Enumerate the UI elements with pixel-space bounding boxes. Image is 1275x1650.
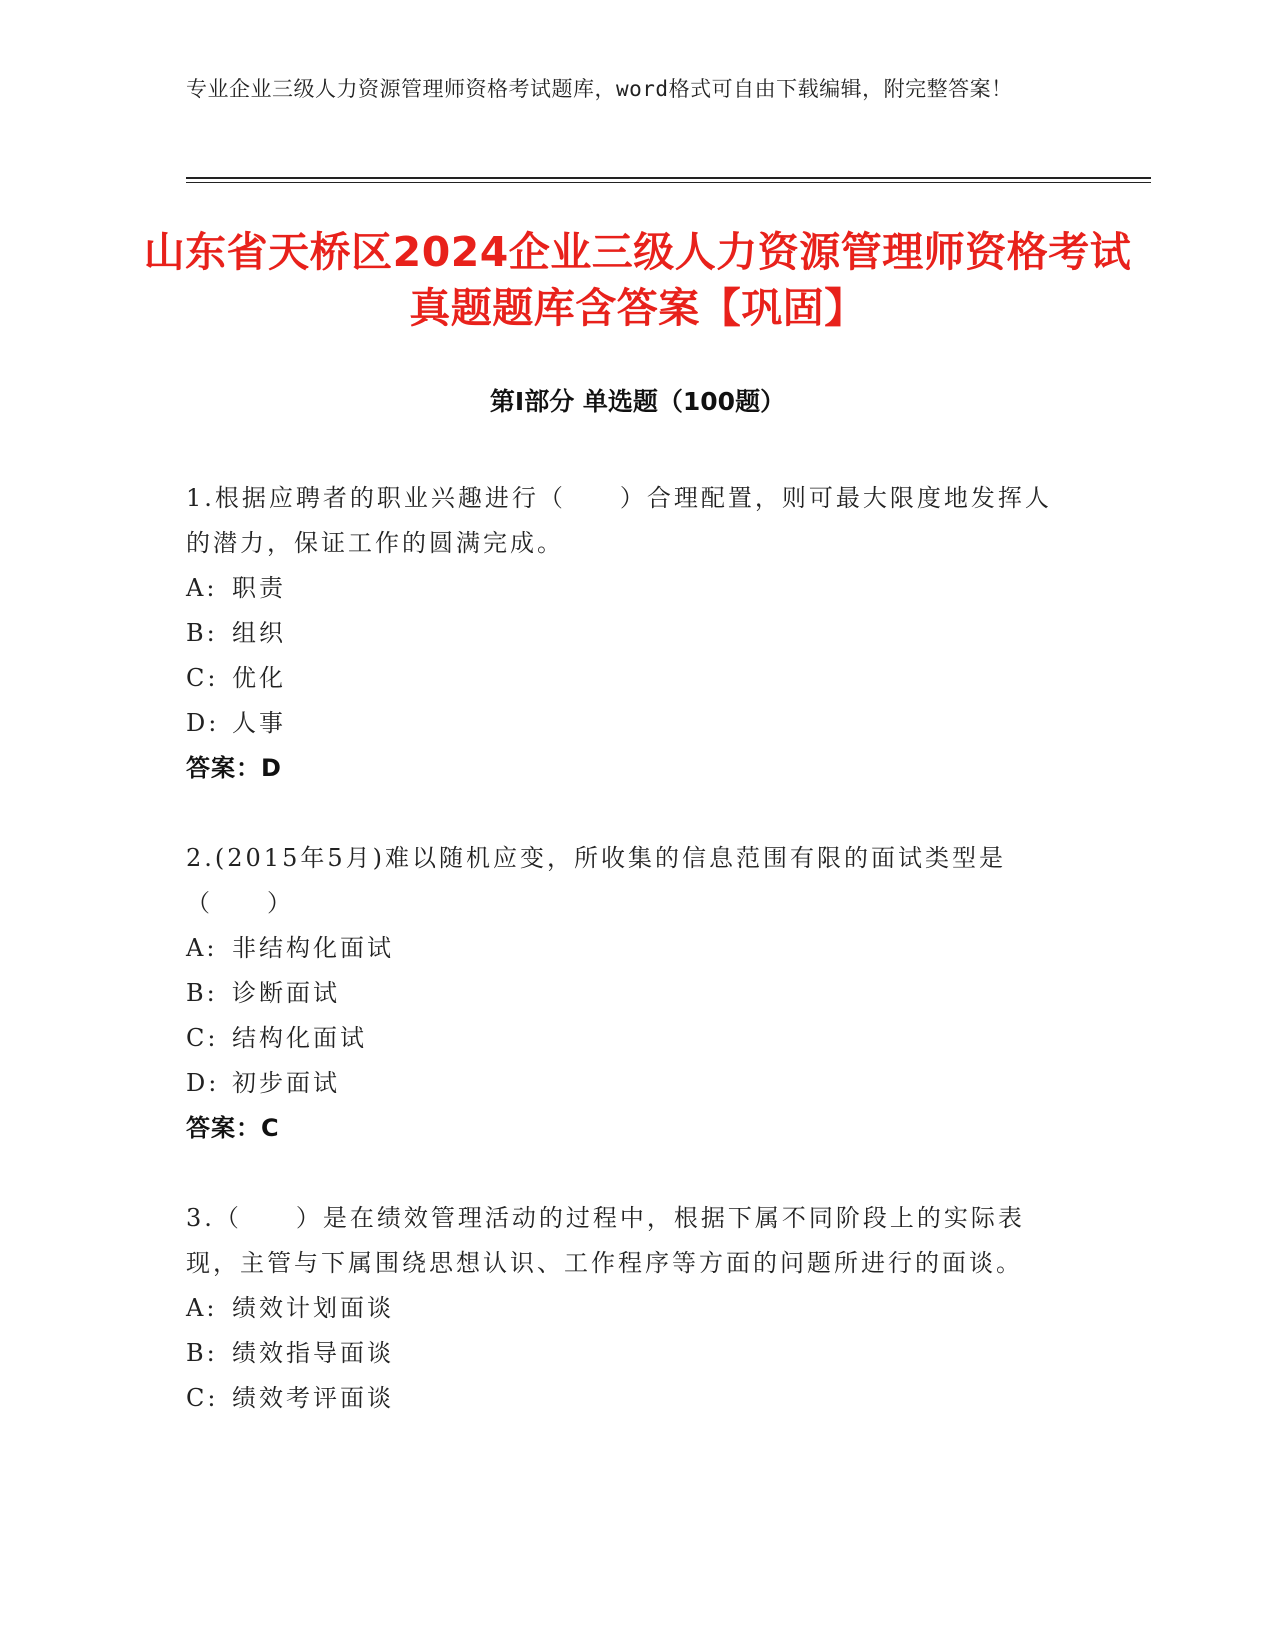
- option-key: B:: [186, 619, 218, 647]
- document-title: 山东省天桥区2024企业三级人力资源管理师资格考试真题题库含答案【巩固】: [143, 228, 1132, 332]
- option-text: 组织: [232, 619, 286, 647]
- option-key: C:: [186, 1384, 219, 1412]
- option-text: 绩效计划面谈: [232, 1294, 394, 1322]
- header-note: 专业企业三级人力资源管理师资格考试题库，word格式可自由下载编辑，附完整答案！: [186, 77, 1013, 101]
- option-key: D:: [186, 1069, 220, 1097]
- option-d: [186, 701, 1066, 746]
- option-c: [186, 1376, 1066, 1421]
- option-key: A:: [186, 574, 218, 602]
- header-divider-thick: [186, 177, 1151, 179]
- option-key: C:: [186, 1024, 219, 1052]
- option-text: 绩效指导面谈: [232, 1339, 394, 1367]
- answer: 答案：C: [186, 1114, 280, 1142]
- option-key: A:: [186, 1294, 218, 1322]
- option-c: [186, 656, 1066, 701]
- option-b: [186, 1331, 1066, 1376]
- question-stem: 3.（ ）是在绩效管理活动的过程中，根据下属不同阶段上的实际表现，主管与下属围绕思想认识、工作程序等方面的问题所进行的面谈。: [186, 1204, 1025, 1277]
- option-text: 人事: [232, 709, 286, 737]
- option-text: 优化: [232, 664, 286, 692]
- option-text: 结构化面试: [232, 1024, 367, 1052]
- option-key: D:: [186, 709, 220, 737]
- option-d: [186, 1061, 1066, 1106]
- question-2: [186, 836, 1066, 1151]
- option-b: [186, 971, 1066, 1016]
- option-text: 非结构化面试: [232, 934, 394, 962]
- option-text: 绩效考评面谈: [232, 1384, 394, 1412]
- section-title: 第I部分 单选题（100题）: [489, 387, 786, 416]
- option-a: [186, 1286, 1066, 1331]
- answer: 答案：D: [186, 754, 282, 782]
- option-b: [186, 611, 1066, 656]
- option-c: [186, 1016, 1066, 1061]
- question-1: [186, 476, 1066, 791]
- question-stem: 1.根据应聘者的职业兴趣进行（ ）合理配置，则可最大限度地发挥人的潜力，保证工作的圆满完成。: [186, 484, 1052, 557]
- question-stem: 2.(2015年5月)难以随机应变，所收集的信息范围有限的面试类型是（ ）: [186, 844, 1006, 917]
- option-a: [186, 926, 1066, 971]
- option-text: 职责: [232, 574, 286, 602]
- option-key: C:: [186, 664, 219, 692]
- question-list: [186, 476, 1066, 1466]
- question-3: [186, 1196, 1066, 1421]
- option-text: 诊断面试: [232, 979, 340, 1007]
- option-key: B:: [186, 1339, 218, 1367]
- option-text: 初步面试: [232, 1069, 340, 1097]
- option-key: B:: [186, 979, 218, 1007]
- option-key: A:: [186, 934, 218, 962]
- option-a: [186, 566, 1066, 611]
- header-divider-thin: [186, 182, 1151, 183]
